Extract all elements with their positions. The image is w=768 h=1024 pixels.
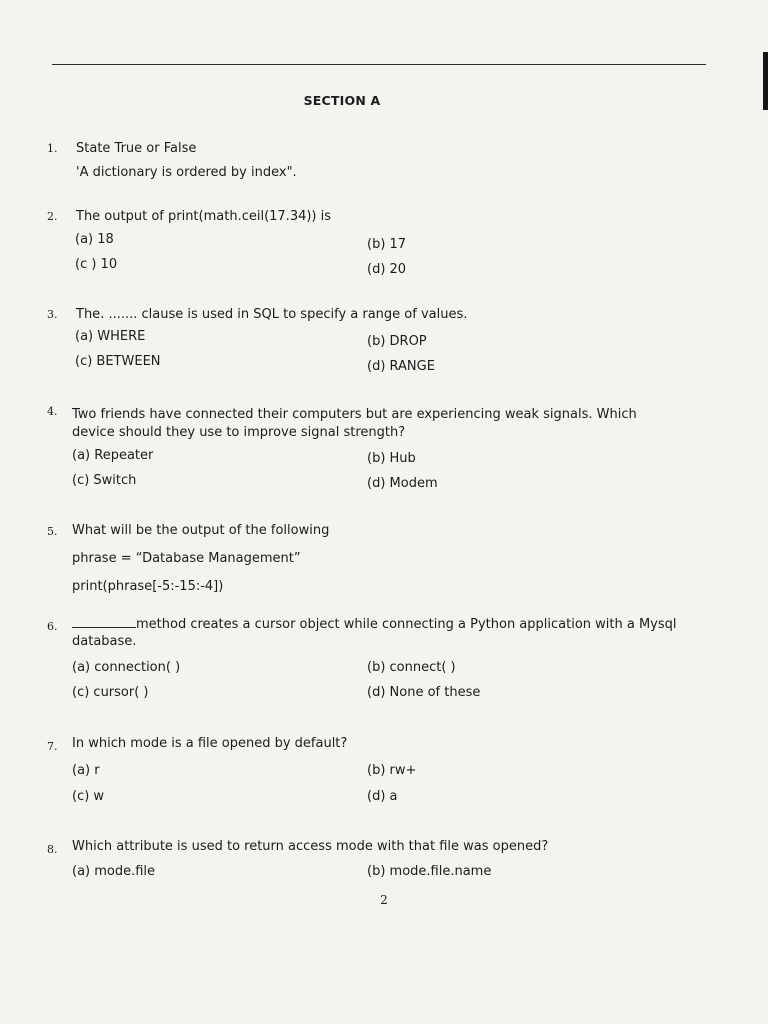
question-number: 8. xyxy=(47,843,58,856)
code-line-1: phrase = “Database Management” xyxy=(72,551,301,566)
question-text-line-2: 'A dictionary is ordered by index". xyxy=(76,165,297,180)
option-c: (c ) 10 xyxy=(75,257,118,272)
option-a: (a) WHERE xyxy=(75,329,146,344)
question-number: 7. xyxy=(47,740,58,753)
question-text: Two friends have connected their computers but are experiencing weak signals. Which xyxy=(72,407,637,422)
option-a: (a) Repeater xyxy=(72,448,154,463)
code-line-2: print(phrase[-5:-15:-4]) xyxy=(72,579,224,594)
question-text: The output of print(math.ceil(17.34)) is xyxy=(76,209,332,224)
question-text-with-blank xyxy=(72,615,742,634)
option-a: (a) r xyxy=(72,763,100,778)
question-number: 6. xyxy=(47,620,58,633)
question-number: 3. xyxy=(47,308,58,321)
option-d: (d) RANGE xyxy=(367,359,435,374)
option-b: (b) rw+ xyxy=(367,763,417,778)
option-d: (d) Modem xyxy=(367,476,438,491)
option-b: (b) Hub xyxy=(367,451,416,466)
question-text: The. ....... clause is used in SQL to specify a range of values. xyxy=(76,307,468,322)
option-b: (b) DROP xyxy=(367,334,427,349)
question-text-line-2: database. xyxy=(72,634,137,649)
question-text: In which mode is a file opened by default? xyxy=(72,736,348,751)
page-edge-mark xyxy=(763,52,768,110)
option-d: (d) 20 xyxy=(367,262,407,277)
option-a: (a) connection( ) xyxy=(72,660,181,675)
top-rule xyxy=(52,64,706,65)
question-number: 4. xyxy=(47,405,58,418)
page-number: 2 xyxy=(380,893,388,907)
option-c: (c) w xyxy=(72,789,105,804)
option-d: (d) a xyxy=(367,789,398,804)
option-b: (b) mode.file.name xyxy=(367,864,492,879)
question-number: 1. xyxy=(47,142,58,155)
question-text-line-2: device should they use to improve signal strength? xyxy=(72,425,406,440)
question-text: What will be the output of the following xyxy=(72,523,330,538)
option-a: (a) 18 xyxy=(75,232,114,247)
option-c: (c) Switch xyxy=(72,473,137,488)
option-b: (b) connect( ) xyxy=(367,660,456,675)
option-d: (d) None of these xyxy=(367,685,481,700)
question-text: method creates a cursor object while connecting a Python application with a Mysql xyxy=(136,617,677,632)
option-c: (c) cursor( ) xyxy=(72,685,149,700)
question-text: Which attribute is used to return access mode with that file was opened? xyxy=(72,839,549,854)
option-b: (b) 17 xyxy=(367,237,407,252)
section-title: SECTION A xyxy=(303,93,381,108)
option-c: (c) BETWEEN xyxy=(75,354,161,369)
question-number: 5. xyxy=(47,525,58,538)
question-text: State True or False xyxy=(76,141,197,156)
question-number: 2. xyxy=(47,210,58,223)
option-a: (a) mode.file xyxy=(72,864,156,879)
answer-blank xyxy=(72,615,136,628)
